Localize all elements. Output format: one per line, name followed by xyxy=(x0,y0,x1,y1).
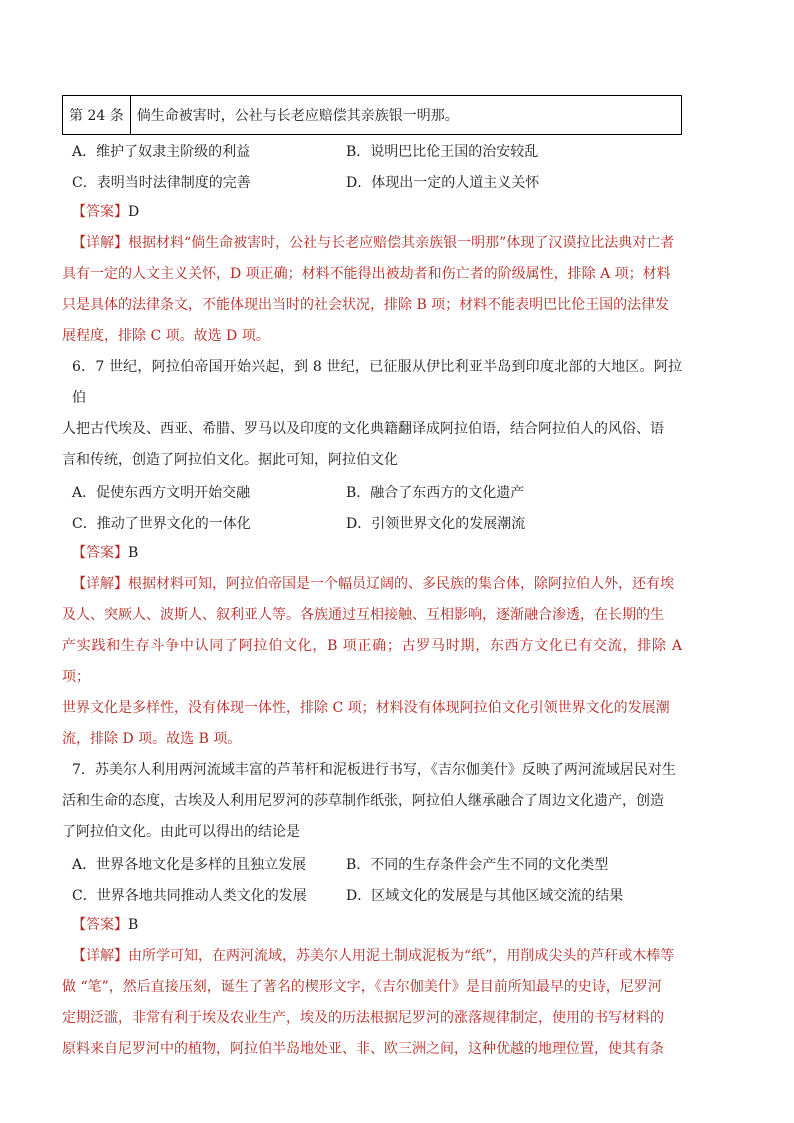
answer-label: 【答案】 xyxy=(72,917,128,933)
stem-line: 言和传统，创造了阿拉伯文化。据此可知，阿拉伯文化 xyxy=(62,452,398,468)
detail-line: 【详解】由所学可知，在两河流域，苏美尔人用泥土制成泥板为“纸”，用削成尖头的芦秆或木棒等 xyxy=(72,948,675,964)
detail-label: 【详解】 xyxy=(72,235,128,251)
detail-label: 【详解】 xyxy=(72,948,128,964)
q6-option-a: A．促使东西方文明开始交融 xyxy=(72,485,251,501)
article-text: 倘生命被害时，公社与长老应赔偿其亲族银一明那。 xyxy=(130,96,681,135)
q5-answer xyxy=(62,197,682,228)
q7-option-c: C．世界各地共同推动人类文化的发展 xyxy=(72,888,307,904)
q7-detail xyxy=(62,941,682,1065)
q6-answer xyxy=(62,538,682,569)
q7-option-b: B．不同的生存条件会产生不同的文化类型 xyxy=(346,857,609,873)
detail-line: 定期泛滥，非常有利于埃及农业生产，埃及的历法根据尼罗河的涨落规律制定，使用的书写材料的 xyxy=(62,1010,664,1026)
detail-line: 做 “笔”，然后直接压刻，诞生了著名的楔形文字，《吉尔伽美什》是目前所知最早的史诗，尼罗河 xyxy=(62,979,662,995)
detail-line: 世界文化是多样性，没有体现一体性，排除 C 项；材料没有体现阿拉伯文化引领世界文化的发展潮 xyxy=(62,700,670,716)
q7-answer xyxy=(62,910,682,941)
detail-line: 及人、突厥人、波斯人、叙利亚人等。各族通过互相接触、互相影响，逐渐融合渗透，在长期的生 xyxy=(62,607,664,623)
detail-line: 只是具体的法律条文，不能体现出当时的社会状况，排除 B 项；材料不能表明巴比伦王国的法律发 xyxy=(62,297,670,313)
detail-line: 产实践和生存斗争中认同了阿拉伯文化，B 项正确；古罗马时期，东西方文化已有交流，排除 A 项； xyxy=(62,638,682,685)
detail-line: 原料来自尼罗河中的植物，阿拉伯半岛地处亚、非、欧三洲之间，这种优越的地理位置，使其有条 xyxy=(62,1041,664,1057)
q6-options-row-1 xyxy=(62,476,682,507)
q6-detail xyxy=(62,569,682,755)
stem-line: 人把古代埃及、西亚、希腊、罗马以及印度的文化典籍翻译成阿拉伯语，结合阿拉伯人的风俗、语 xyxy=(62,421,664,437)
detail-line: 【详解】根据材料可知，阿拉伯帝国是一个幅员辽阔的、多民族的集合体，除阿拉伯人外，还有埃 xyxy=(72,576,674,592)
law-table xyxy=(62,95,682,135)
stem-line: 7．苏美尔人利用两河流域丰富的芦苇杆和泥板进行书写，《吉尔伽美什》反映了两河流域居民对生 xyxy=(72,762,676,778)
answer-value: B xyxy=(128,545,139,561)
article-number: 第 24 条 xyxy=(63,96,131,135)
q5-option-a: A．维护了奴隶主阶级的利益 xyxy=(72,144,251,160)
stem-line: 6．7 世纪，阿拉伯帝国开始兴起，到 8 世纪，已征服从伊比利亚半岛到印度北部的大地区。阿拉伯 xyxy=(72,359,682,406)
detail-line: 展程度，排除 C 项。故选 D 项。 xyxy=(62,328,270,344)
stem-line: 活和生命的态度，古埃及人利用尼罗河的莎草制作纸张，阿拉伯人继承融合了周边文化遗产，创造 xyxy=(62,793,664,809)
q7-options-row-2 xyxy=(62,879,682,910)
q7-option-d: D．区域文化的发展是与其他区域交流的结果 xyxy=(346,888,624,904)
q5-detail xyxy=(62,228,682,352)
q7-stem xyxy=(62,755,682,848)
document-page xyxy=(62,95,682,1065)
answer-value: D xyxy=(128,204,140,220)
q5-options-row-1 xyxy=(62,135,682,166)
answer-label: 【答案】 xyxy=(72,204,128,220)
q7-options-row-1 xyxy=(62,848,682,879)
q7-option-a: A．世界各地文化是多样的且独立发展 xyxy=(72,857,307,873)
q6-option-c: C．推动了世界文化的一体化 xyxy=(72,516,251,532)
table-row xyxy=(63,96,682,135)
q6-stem xyxy=(62,352,682,476)
q6-option-d: D．引领世界文化的发展潮流 xyxy=(346,516,526,532)
q5-option-d: D．体现出一定的人道主义关怀 xyxy=(346,175,540,191)
q5-option-c: C．表明当时法律制度的完善 xyxy=(72,175,251,191)
detail-line: 具有一定的人文主义关怀，D 项正确；材料不能得出被劫者和伤亡者的阶级属性，排除 A 项；材料 xyxy=(62,266,671,282)
stem-line: 了阿拉伯文化。由此可以得出的结论是 xyxy=(62,824,300,840)
detail-line: 流，排除 D 项。故选 B 项。 xyxy=(62,731,242,747)
q5-option-b: B．说明巴比伦王国的治安较乱 xyxy=(346,144,539,160)
q5-options-row-2 xyxy=(62,166,682,197)
detail-label: 【详解】 xyxy=(72,576,128,592)
q6-options-row-2 xyxy=(62,507,682,538)
q6-option-b: B．融合了东西方的文化遗产 xyxy=(346,485,525,501)
answer-value: B xyxy=(128,917,139,933)
detail-line: 【详解】根据材料“倘生命被害时，公社与长老应赔偿其亲族银一明那”体现了汉谟拉比法典对亡者 xyxy=(72,235,675,251)
answer-label: 【答案】 xyxy=(72,545,128,561)
